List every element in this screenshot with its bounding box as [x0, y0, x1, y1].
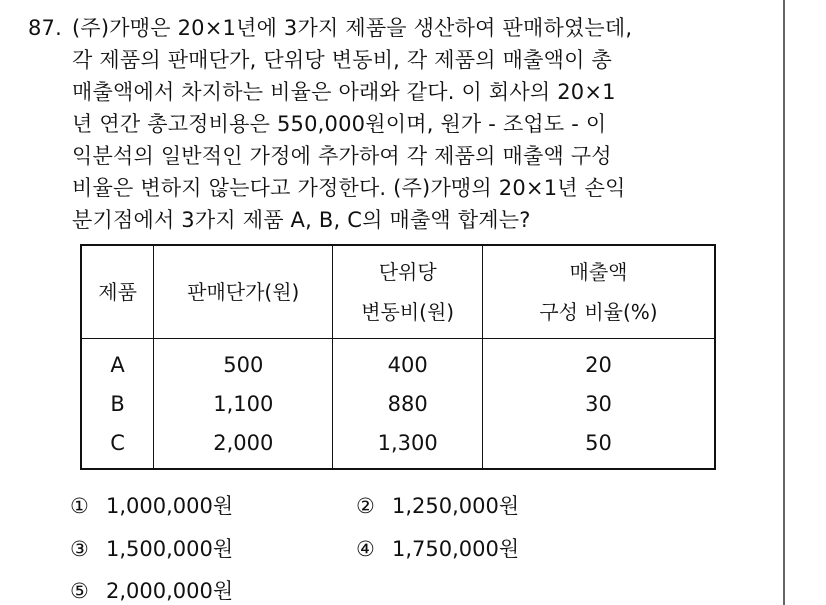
question-line-6: 비율은 변하지 않는다고 가정한다. (주)가맹의 20×1년 손익	[72, 176, 626, 200]
question-line-5: 익분석의 일반적인 가정에 추가하여 각 제품의 매출액 구성	[72, 144, 612, 168]
option-2[interactable]	[356, 490, 519, 520]
header-sales-mix-line2: 구성 비율(%)	[539, 300, 658, 324]
cell-product: C	[81, 423, 154, 469]
table-row	[81, 423, 715, 469]
option-1[interactable]	[70, 490, 233, 520]
option-4-text: 1,750,000원	[392, 537, 520, 561]
cell-unit-price: 1,100	[154, 384, 333, 423]
cell-variable-cost: 880	[333, 384, 483, 423]
header-sales-mix-line1: 매출액	[569, 260, 628, 284]
option-1-marker: ①	[70, 494, 89, 518]
cell-product: A	[81, 339, 154, 385]
cell-sales-mix: 50	[585, 430, 612, 455]
table-row	[81, 384, 715, 423]
header-variable-cost	[333, 245, 483, 339]
option-5-marker: ⑤	[70, 579, 89, 603]
header-unit-price: 판매단가(원)	[154, 245, 333, 339]
header-variable-cost-line2: 변동비(원)	[361, 300, 455, 324]
header-sales-mix	[482, 245, 715, 339]
header-product: 제품	[81, 245, 154, 339]
option-3-marker: ③	[70, 537, 89, 561]
table-row	[81, 339, 715, 385]
option-4[interactable]	[356, 533, 519, 563]
question-line-7: 분기점에서 3가지 제품 A, B, C의 매출액 합계는?	[72, 208, 531, 232]
option-4-marker: ④	[356, 537, 375, 561]
option-5[interactable]	[70, 575, 233, 605]
product-data-table	[80, 244, 716, 470]
option-2-marker: ②	[356, 494, 375, 518]
table-header-row	[81, 245, 715, 339]
question-line-4: 년 연간 총고정비용은 550,000원이며, 원가 - 조업도 - 이	[72, 112, 607, 136]
page-right-border	[783, 0, 785, 605]
option-3[interactable]	[70, 533, 233, 563]
cell-unit-price: 500	[154, 339, 333, 385]
cell-product: B	[81, 384, 154, 423]
option-5-text: 2,000,000원	[106, 579, 234, 603]
cell-variable-cost: 400	[333, 339, 483, 385]
cell-sales-mix: 30	[585, 391, 612, 416]
option-1-text: 1,000,000원	[106, 494, 234, 518]
question-text: (주)가맹은 20×1년에 3가지 제품을 생산하여 판매하였는데,	[72, 16, 633, 40]
option-3-text: 1,500,000원	[106, 537, 234, 561]
question-block	[28, 12, 758, 236]
question-line-3: 매출액에서 차지하는 비율은 아래와 같다. 이 회사의 20×1	[72, 80, 616, 104]
header-variable-cost-line1: 단위당	[378, 260, 437, 284]
cell-sales-mix: 20	[585, 352, 612, 377]
question-number: 87.	[28, 16, 62, 40]
cell-unit-price: 2,000	[154, 423, 333, 469]
question-line-2: 각 제품의 판매단가, 단위당 변동비, 각 제품의 매출액이 총	[72, 48, 612, 72]
cell-variable-cost: 1,300	[333, 423, 483, 469]
option-2-text: 1,250,000원	[392, 494, 520, 518]
question-line-1	[28, 12, 758, 44]
